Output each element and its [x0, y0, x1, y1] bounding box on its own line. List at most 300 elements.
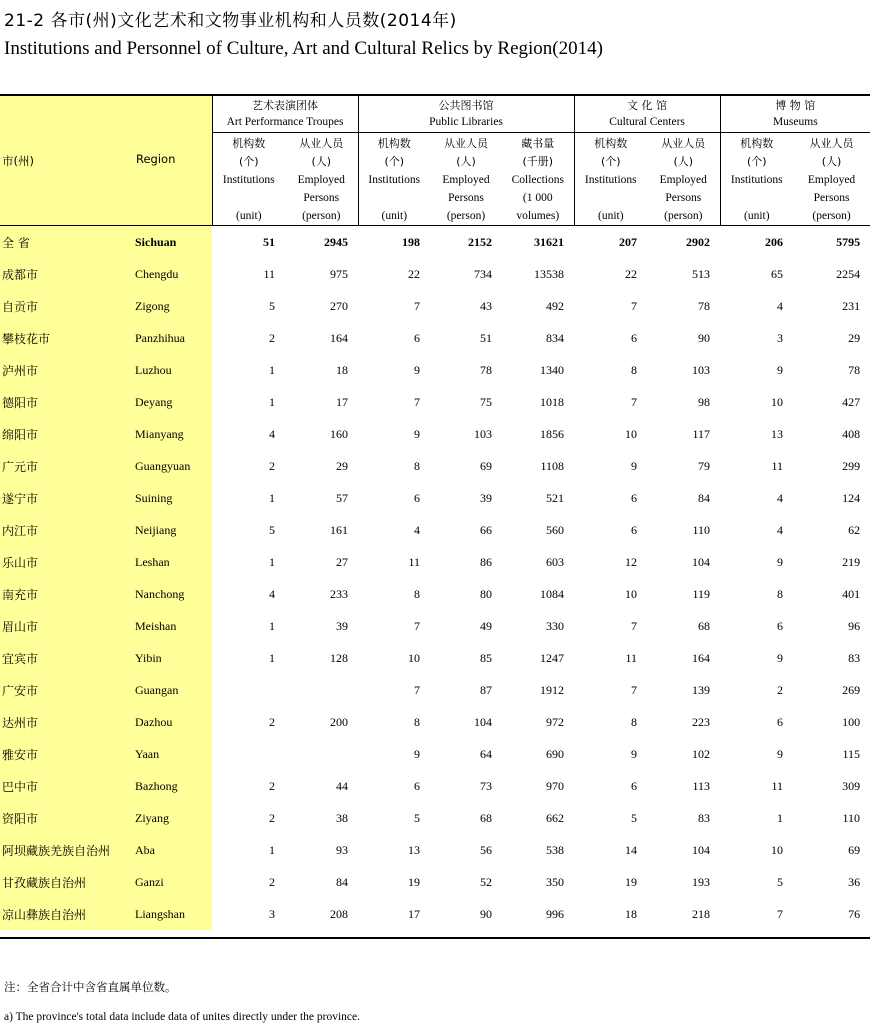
value-cell: 83: [848, 650, 861, 665]
value-cell: 9: [631, 458, 638, 473]
column-header-line: 从业人员: [809, 137, 854, 150]
value-cell: 1340: [540, 362, 565, 377]
value-cell: 19: [408, 874, 421, 889]
value-cell: 233: [330, 586, 349, 601]
column-header-line: (person): [446, 210, 486, 222]
region-name-en: Bazhong: [132, 770, 212, 802]
column-header-line: Collections: [511, 174, 564, 186]
column-header-line: 机构数: [740, 137, 774, 150]
value-cell: 29: [336, 458, 349, 473]
value-cell: 972: [546, 714, 565, 729]
value-cell: 560: [546, 522, 565, 537]
value-cell: 73: [480, 778, 493, 793]
region-name-cn: 德阳市: [0, 386, 132, 418]
region-name-cn: 成都市: [0, 258, 132, 290]
value-cell: 9: [777, 746, 784, 761]
value-cell: 139: [692, 682, 711, 697]
column-header-line: (person): [812, 210, 851, 222]
value-cell: 2945: [324, 234, 349, 249]
value-cell: 1084: [540, 586, 565, 601]
value-cell: 521: [546, 490, 565, 505]
footnote-english: a) The province's total data include data of unites directly under the province.: [4, 1011, 360, 1023]
region-name-cn: 南充市: [0, 578, 132, 610]
value-cell: 10: [625, 426, 638, 441]
value-cell: 87: [480, 682, 493, 697]
region-name-cn: 达州市: [0, 706, 132, 738]
value-cell: 1018: [540, 394, 565, 409]
value-cell: 29: [848, 330, 861, 345]
value-cell: 78: [480, 362, 493, 377]
column-header-line: [721, 189, 794, 207]
group-cn: 文 化 馆: [627, 99, 668, 112]
value-cell: 223: [692, 714, 711, 729]
value-cell: 124: [842, 490, 861, 505]
value-cell: 5: [269, 298, 276, 313]
header-group-art-troupes: [212, 96, 358, 133]
header-group-museums: [720, 96, 870, 133]
page-title-chinese: 21-2 各市(州)文化艺术和文物事业机构和人员数(2014年): [4, 11, 457, 31]
value-cell: 7: [631, 618, 638, 633]
value-cell: 270: [330, 298, 349, 313]
value-cell: 7: [414, 298, 421, 313]
value-cell: 11: [625, 650, 638, 665]
value-cell: 218: [692, 906, 711, 921]
value-cell: 84: [698, 490, 711, 505]
value-cell: 44: [336, 778, 349, 793]
value-cell: 9: [777, 554, 784, 569]
value-cell: 57: [336, 490, 349, 505]
value-cell: 603: [546, 554, 565, 569]
value-cell: 2: [269, 714, 276, 729]
table-row: [0, 418, 870, 450]
value-cell: 10: [771, 394, 784, 409]
table-row: [0, 514, 870, 546]
value-cell: 7: [631, 682, 638, 697]
region-name-en: Nanchong: [132, 578, 212, 610]
value-cell: 79: [698, 458, 711, 473]
value-cell: 76: [848, 906, 861, 921]
table-row: [0, 834, 870, 866]
table-row: [0, 770, 870, 802]
region-name-cn: 泸州市: [0, 354, 132, 386]
value-cell: 17: [408, 906, 421, 921]
value-cell: 100: [842, 714, 861, 729]
value-cell: 103: [692, 362, 711, 377]
column-header-line: (unit): [381, 210, 408, 222]
table-row: [0, 258, 870, 290]
column-header-line: Persons: [448, 192, 484, 204]
column-header-line: Employed: [297, 174, 345, 186]
value-cell: 75: [480, 394, 493, 409]
value-cell: 219: [842, 554, 861, 569]
value-cell: 51: [263, 234, 276, 249]
region-name-cn: 雅安市: [0, 738, 132, 770]
region-name-en: Leshan: [132, 546, 212, 578]
value-cell: 68: [698, 618, 711, 633]
value-cell: 427: [842, 394, 861, 409]
value-cell: 2152: [468, 234, 493, 249]
value-cell: 269: [842, 682, 861, 697]
value-cell: 350: [546, 874, 565, 889]
value-cell: [212, 738, 285, 770]
value-cell: 8: [414, 586, 421, 601]
region-name-cn: 资阳市: [0, 802, 132, 834]
value-cell: 996: [546, 906, 565, 921]
region-name-en: Yibin: [132, 642, 212, 674]
value-cell: 1: [269, 618, 276, 633]
value-cell: 90: [698, 330, 711, 345]
value-cell: 80: [480, 586, 493, 601]
value-cell: 6: [414, 490, 421, 505]
value-cell: 2: [269, 330, 276, 345]
group-en: Cultural Centers: [609, 116, 685, 128]
header-group-cultural-centers: [574, 96, 720, 133]
value-cell: 309: [842, 778, 861, 793]
table-row: [0, 354, 870, 386]
column-header-line: (1 000: [522, 192, 553, 204]
value-cell: 164: [330, 330, 349, 345]
value-cell: 13: [771, 426, 784, 441]
column-header: [430, 133, 502, 226]
region-name-en: Aba: [132, 834, 212, 866]
value-cell: 12: [625, 554, 638, 569]
value-cell: [285, 738, 358, 770]
table-row: [0, 706, 870, 738]
value-cell: 22: [408, 266, 421, 281]
table-row: [0, 610, 870, 642]
value-cell: 9: [414, 746, 421, 761]
value-cell: 7: [414, 682, 421, 697]
region-name-cn: 宜宾市: [0, 642, 132, 674]
value-cell: 9: [777, 362, 784, 377]
value-cell: 206: [765, 234, 784, 249]
value-cell: 1: [269, 490, 276, 505]
value-cell: 7: [414, 394, 421, 409]
value-cell: 10: [625, 586, 638, 601]
value-cell: 5: [631, 810, 638, 825]
region-name-en: Liangshan: [132, 898, 212, 930]
statistics-table: [0, 96, 870, 930]
value-cell: 4: [269, 586, 276, 601]
table-row: [0, 578, 870, 610]
column-header: [358, 133, 430, 226]
value-cell: 3: [777, 330, 784, 345]
value-cell: 17: [336, 394, 349, 409]
region-name-en: Guangan: [132, 674, 212, 706]
value-cell: 160: [330, 426, 349, 441]
footnote-chinese: 注：全省合计中含省直属单位数。: [4, 980, 177, 994]
value-cell: 193: [692, 874, 711, 889]
value-cell: 7: [777, 906, 784, 921]
column-header: [212, 133, 285, 226]
column-header-line: (人): [821, 155, 842, 168]
value-cell: 330: [546, 618, 565, 633]
region-name-cn: 广安市: [0, 674, 132, 706]
header-region: [0, 96, 212, 226]
value-cell: 10: [771, 842, 784, 857]
value-cell: 83: [698, 810, 711, 825]
table-row: [0, 898, 870, 930]
value-cell: 5: [414, 810, 421, 825]
value-cell: 408: [842, 426, 861, 441]
column-header: [574, 133, 647, 226]
column-header-line: Persons: [303, 192, 340, 204]
value-cell: 2: [777, 682, 784, 697]
group-cn: 博 物 馆: [775, 99, 816, 112]
column-header-line: (人): [673, 155, 694, 168]
region-name-cn: 巴中市: [0, 770, 132, 802]
region-name-en: Neijiang: [132, 514, 212, 546]
value-cell: 2: [269, 778, 276, 793]
column-header: [502, 133, 574, 226]
value-cell: 117: [692, 426, 711, 441]
group-en: Museums: [772, 116, 818, 128]
value-cell: 68: [480, 810, 493, 825]
value-cell: 104: [474, 714, 493, 729]
column-header: [647, 133, 720, 226]
table-row: [0, 450, 870, 482]
value-cell: 9: [414, 362, 421, 377]
value-cell: 65: [771, 266, 784, 281]
region-name-en: Yaan: [132, 738, 212, 770]
value-cell: 1: [269, 554, 276, 569]
region-name-en: Panzhihua: [132, 322, 212, 354]
value-cell: 2902: [686, 234, 711, 249]
value-cell: 85: [480, 650, 493, 665]
value-cell: 66: [480, 522, 493, 537]
bottom-rule: [0, 937, 870, 939]
column-header-line: 机构数: [377, 137, 411, 150]
value-cell: 39: [480, 490, 493, 505]
value-cell: 98: [698, 394, 711, 409]
value-cell: 69: [480, 458, 493, 473]
value-cell: 6: [631, 522, 638, 537]
value-cell: 64: [480, 746, 493, 761]
header-region-en: Region: [136, 152, 176, 166]
region-name-cn: 甘孜藏族自治州: [0, 866, 132, 898]
region-name-en: Dazhou: [132, 706, 212, 738]
column-header-line: Employed: [659, 174, 707, 186]
group-cn: 艺术表演团体: [252, 99, 319, 112]
table-row: [0, 866, 870, 898]
group-en: Public Libraries: [429, 116, 503, 128]
region-name-en: Guangyuan: [132, 450, 212, 482]
table-row: [0, 802, 870, 834]
value-cell: 198: [402, 234, 421, 249]
column-header-line: [575, 189, 648, 207]
value-cell: 27: [336, 554, 349, 569]
value-cell: 9: [777, 650, 784, 665]
table-row-total: [0, 226, 870, 259]
region-name-en: Mianyang: [132, 418, 212, 450]
value-cell: 2254: [836, 266, 861, 281]
column-header-line: Persons: [813, 192, 850, 204]
value-cell: 86: [480, 554, 493, 569]
column-header-line: (unit): [235, 210, 262, 222]
value-cell: 38: [336, 810, 349, 825]
table-row: [0, 546, 870, 578]
column-header: [793, 133, 870, 226]
column-header-line: 机构数: [594, 137, 628, 150]
value-cell: 6: [631, 778, 638, 793]
value-cell: 6: [631, 330, 638, 345]
column-header-line: 机构数: [232, 137, 266, 150]
region-name-en: Meishan: [132, 610, 212, 642]
value-cell: 1856: [540, 426, 565, 441]
value-cell: 208: [330, 906, 349, 921]
value-cell: 90: [480, 906, 493, 921]
table-row: [0, 642, 870, 674]
column-header-line: Institutions: [368, 174, 421, 186]
region-name-en: Suining: [132, 482, 212, 514]
value-cell: 7: [414, 618, 421, 633]
value-cell: 8: [777, 586, 784, 601]
value-cell: 8: [631, 714, 638, 729]
value-cell: 13: [408, 842, 421, 857]
value-cell: 401: [842, 586, 861, 601]
region-name-en: Sichuan: [132, 226, 212, 259]
value-cell: 6: [414, 778, 421, 793]
value-cell: 51: [480, 330, 493, 345]
value-cell: 43: [480, 298, 493, 313]
region-name-cn: 遂宁市: [0, 482, 132, 514]
column-header-line: Employed: [807, 174, 856, 186]
value-cell: 6: [631, 490, 638, 505]
value-cell: 5: [777, 874, 784, 889]
region-name-cn: 内江市: [0, 514, 132, 546]
value-cell: 11: [408, 554, 421, 569]
column-header-line: (人): [311, 155, 332, 168]
region-name-cn: 广元市: [0, 450, 132, 482]
value-cell: 1108: [540, 458, 565, 473]
value-cell: 1: [777, 810, 784, 825]
column-header-line: Institutions: [584, 174, 637, 186]
region-name-cn: 乐山市: [0, 546, 132, 578]
value-cell: 119: [692, 586, 711, 601]
column-header: [720, 133, 793, 226]
value-cell: 11: [771, 458, 784, 473]
column-header-line: (个): [238, 155, 259, 168]
value-cell: 207: [619, 234, 638, 249]
value-cell: 1: [269, 362, 276, 377]
column-header-line: volumes): [516, 210, 560, 222]
value-cell: 13538: [534, 266, 565, 281]
value-cell: 110: [692, 522, 711, 537]
value-cell: 6: [777, 618, 784, 633]
value-cell: 734: [474, 266, 493, 281]
value-cell: [212, 674, 285, 706]
value-cell: 78: [698, 298, 711, 313]
table-row: [0, 738, 870, 770]
value-cell: 7: [631, 394, 638, 409]
value-cell: 1: [269, 394, 276, 409]
value-cell: [285, 674, 358, 706]
value-cell: 4: [414, 522, 421, 537]
column-header-line: (unit): [744, 210, 770, 222]
column-header-line: (千册): [522, 155, 554, 168]
region-name-en: Deyang: [132, 386, 212, 418]
value-cell: 103: [474, 426, 493, 441]
value-cell: 975: [330, 266, 349, 281]
column-header-line: (个): [747, 155, 767, 168]
value-cell: 4: [777, 298, 784, 313]
table-row: [0, 674, 870, 706]
value-cell: 4: [777, 522, 784, 537]
column-header-line: [213, 189, 286, 207]
column-header-line: 从业人员: [444, 137, 489, 150]
value-cell: 200: [330, 714, 349, 729]
header-group-public-libraries: [358, 96, 574, 133]
value-cell: 299: [842, 458, 861, 473]
value-cell: 104: [692, 842, 711, 857]
value-cell: 18: [336, 362, 349, 377]
column-header-line: 从业人员: [661, 137, 706, 150]
region-name-cn: 眉山市: [0, 610, 132, 642]
value-cell: 1912: [540, 682, 565, 697]
region-name-en: Chengdu: [132, 258, 212, 290]
value-cell: 2: [269, 810, 276, 825]
table-row: [0, 386, 870, 418]
value-cell: 5: [269, 522, 276, 537]
column-header-line: [359, 189, 431, 207]
value-cell: 164: [692, 650, 711, 665]
value-cell: 11: [263, 266, 276, 281]
value-cell: 662: [546, 810, 565, 825]
value-cell: 513: [692, 266, 711, 281]
header-region-cn: 市(州): [2, 153, 34, 168]
value-cell: 1: [269, 842, 276, 857]
value-cell: 36: [848, 874, 861, 889]
column-header-line: Institutions: [222, 174, 275, 186]
table-row: [0, 482, 870, 514]
value-cell: 161: [330, 522, 349, 537]
region-name-cn: 自贡市: [0, 290, 132, 322]
region-name-cn: 全 省: [0, 226, 132, 259]
region-name-cn: 绵阳市: [0, 418, 132, 450]
column-header-line: (人): [456, 155, 476, 168]
value-cell: 10: [408, 650, 421, 665]
value-cell: 8: [631, 362, 638, 377]
column-header-line: (个): [600, 155, 621, 168]
table-row: [0, 290, 870, 322]
value-cell: 49: [480, 618, 493, 633]
value-cell: 14: [625, 842, 638, 857]
value-cell: 39: [336, 618, 349, 633]
value-cell: 231: [842, 298, 861, 313]
value-cell: 96: [848, 618, 861, 633]
value-cell: 834: [546, 330, 565, 345]
value-cell: 7: [631, 298, 638, 313]
column-header-line: (unit): [598, 210, 624, 222]
value-cell: 9: [414, 426, 421, 441]
value-cell: 69: [848, 842, 861, 857]
value-cell: 9: [631, 746, 638, 761]
value-cell: 19: [625, 874, 638, 889]
value-cell: 22: [625, 266, 638, 281]
value-cell: 6: [777, 714, 784, 729]
column-header-line: 藏书量: [521, 137, 555, 150]
value-cell: 690: [546, 746, 565, 761]
value-cell: 1: [269, 650, 276, 665]
value-cell: 104: [692, 554, 711, 569]
table-row: [0, 322, 870, 354]
value-cell: 56: [480, 842, 493, 857]
value-cell: 113: [692, 778, 711, 793]
value-cell: 78: [848, 362, 861, 377]
value-cell: 84: [336, 874, 349, 889]
region-name-cn: 凉山彝族自治州: [0, 898, 132, 930]
column-header-line: (person): [302, 210, 341, 222]
